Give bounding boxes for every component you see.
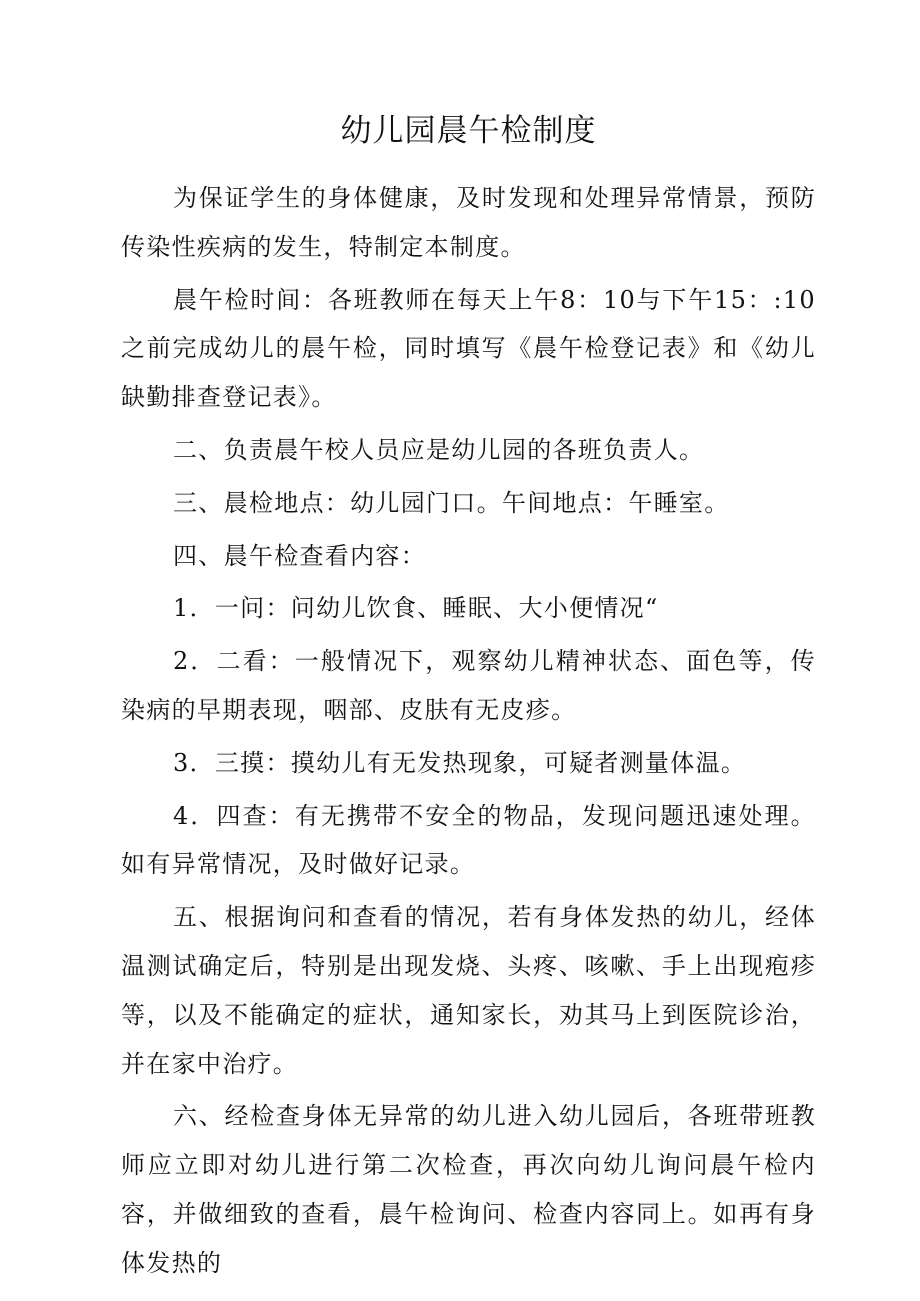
paragraph-second-check: 六、经检查身体无异常的幼儿进入幼儿园后，各班带班教师应立即对幼儿进行第二次检查，再次向幼儿询问晨午检内容，并做细致的查看，晨午检询问、检查内容同上。如再有身体发热的 — [121, 1102, 816, 1277]
paragraph-fever-handling: 五、根据询问和查看的情况，若有身体发热的幼儿，经体温测试确定后，特别是出现发烧、头疼、咳嗽、手上出现疱疹等，以及不能确定的症状，通知家长，劝其马上到医院诊治，并在家中治疗。 — [121, 903, 816, 1078]
paragraph-item-ask: 1．一问：问幼儿饮食、睡眠、大小便情况“ — [173, 594, 659, 623]
paragraph-intro: 为保证学生的身体健康，及时发现和处理异常情景，预防传染性疾病的发生，特制定本制度。 — [121, 184, 816, 261]
paragraph-location: 三、晨检地点：幼儿园门口。午间地点：午睡室。 — [173, 488, 730, 517]
paragraph-check-time: 晨午检时间：各班教师在每天上午8：10与下午15：:10之前完成幼儿的晨午检，同时填写《晨午检登记表》和《幼儿缺勤排查登记表》。 — [121, 285, 816, 412]
paragraph-responsible: 二、负责晨午校人员应是幼儿园的各班负责人。 — [173, 435, 705, 464]
paragraph-item-inspect: 4．四查：有无携带不安全的物品，发现问题迅速处理。如有异常情况，及时做好记录。 — [121, 801, 816, 879]
paragraph-item-look: 2．二看：一般情况下，观察幼儿精神状态、面色等，传染病的早期表现，咽部、皮肤有无皮疹。 — [121, 647, 816, 724]
document-title: 幼儿园晨午检制度 — [340, 113, 597, 149]
paragraph-item-touch: 3．三摸：摸幼儿有无发热现象，可疑者测量体温。 — [173, 748, 747, 777]
paragraph-content-heading: 四、晨午检查看内容： — [173, 541, 426, 570]
